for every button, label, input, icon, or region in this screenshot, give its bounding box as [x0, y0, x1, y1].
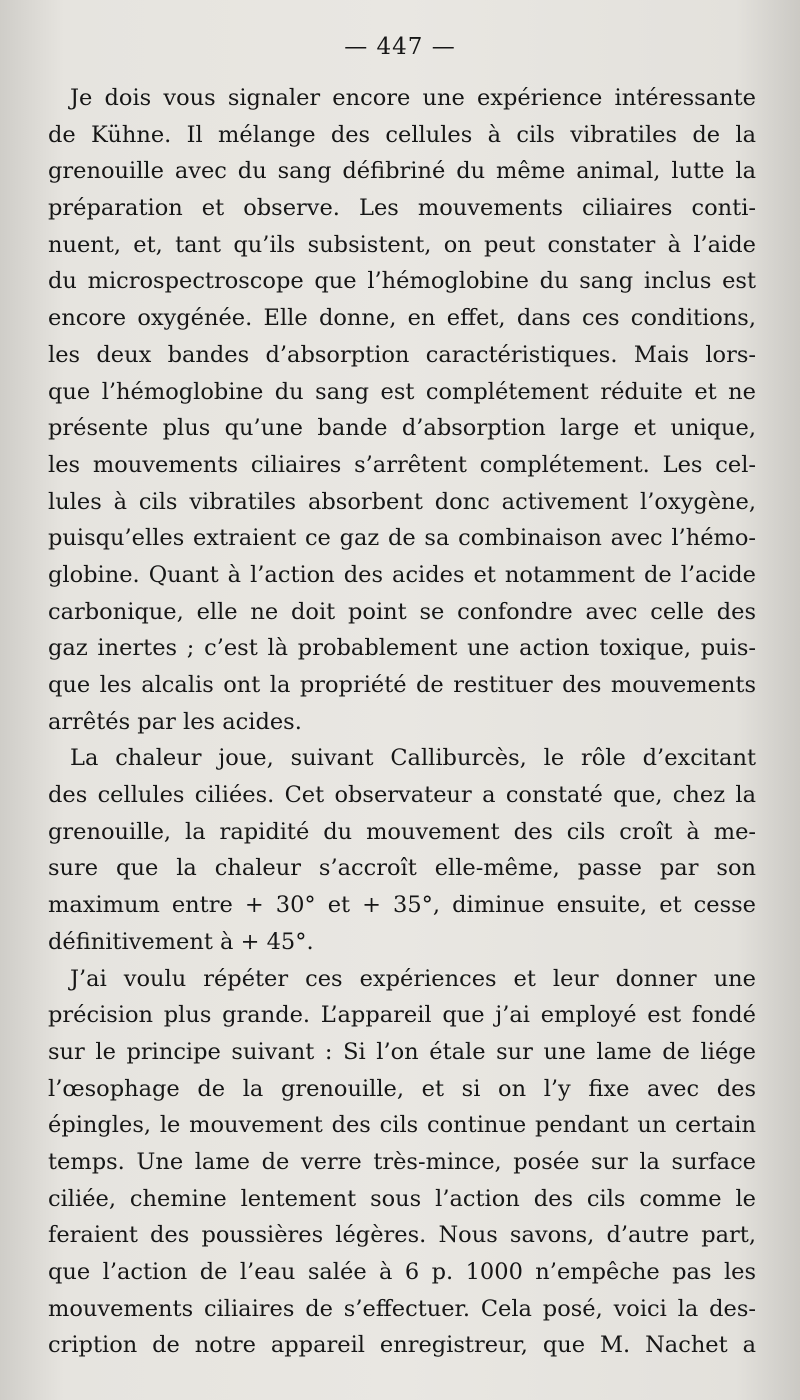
text-line: l’œsophage de la grenouille, et si on l’y fixe avec des — [48, 1075, 756, 1102]
text-line: que les alcalis ont la propriété de restituer des mouvements — [48, 672, 756, 698]
text-line: temps. Une lame de verre très-mince, posée sur la surface — [48, 1148, 756, 1175]
text-line: précision plus grande. L’appareil que j’ai employé est fondé — [48, 1002, 756, 1029]
text-line: épingles, le mouvement des cils continue pendant un certain — [48, 1112, 756, 1139]
text-line: mouvements ciliaires de s’effectuer. Cela posé, voici la des- — [48, 1295, 756, 1322]
text-line: lules à cils vibratiles absorbent donc activement l’oxygène, — [48, 488, 756, 515]
page-number: — 447 — — [344, 34, 456, 60]
text-line: J’ai voulu répéter ces expériences et leur donner une — [70, 965, 756, 992]
text-line: de Kühne. Il mélange des cellules à cils vibratiles de la — [48, 121, 756, 148]
text-line: puisqu’elles extraient ce gaz de sa combinaison avec l’hémo- — [48, 525, 756, 552]
text-line: définitivement à + 45°. — [48, 928, 314, 955]
text-line: La chaleur joue, suivant Calliburcès, le rôle d’excitant — [70, 745, 756, 772]
text-line: des cellules ciliées. Cet observateur a constaté que, chez la — [48, 782, 756, 809]
text-line: sur le principe suivant : Si l’on étale sur une lame de liége — [48, 1038, 756, 1065]
text-line: les deux bandes d’absorption caractéristiques. Mais lors- — [48, 341, 756, 368]
text-line: encore oxygénée. Elle donne, en effet, dans ces conditions, — [48, 305, 756, 332]
text-line: arrêtés par les acides. — [48, 708, 302, 735]
text-line: que l’hémoglobine du sang est complétement réduite et ne — [48, 378, 756, 405]
text-line: préparation et observe. Les mouvements ciliaires conti- — [48, 195, 756, 222]
paragraph-2 — [48, 740, 756, 960]
paragraph-1 — [48, 80, 756, 740]
text-line: sure que la chaleur s’accroît elle-même, passe par son — [48, 855, 756, 882]
text-line: cription de notre appareil enregistreur, que M. Nachet a — [48, 1332, 756, 1359]
text-line: ciliée, chemine lentement sous l’action des cils comme le — [48, 1185, 756, 1212]
text-line: carbonique, elle ne doit point se confondre avec celle des — [48, 598, 756, 625]
body-text — [48, 80, 756, 1364]
text-line: globine. Quant à l’action des acides et notamment de l’acide — [48, 561, 756, 588]
text-line: Je dois vous signaler encore une expérience intéressante — [70, 85, 756, 111]
text-line: que l’action de l’eau salée à 6 p. 1000 n’empêche pas les — [48, 1259, 756, 1285]
text-line: les mouvements ciliaires s’arrêtent complétement. Les cel- — [48, 451, 756, 478]
text-line: grenouille avec du sang défibriné du même animal, lutte la — [48, 158, 756, 185]
paragraph-3 — [48, 961, 756, 1365]
text-line: du microspectroscope que l’hémoglobine du sang inclus est — [48, 268, 756, 295]
text-line: maximum entre + 30° et + 35°, diminue ensuite, et cesse — [48, 892, 756, 919]
text-line: feraient des poussières légères. Nous savons, d’autre part, — [48, 1222, 756, 1249]
text-line: gaz inertes ; c’est là probablement une action toxique, puis- — [48, 635, 756, 662]
text-line: grenouille, la rapidité du mouvement des cils croît à me- — [48, 818, 756, 845]
text-line: nuent, et, tant qu’ils subsistent, on peut constater à l’aide — [48, 231, 756, 258]
text-line: présente plus qu’une bande d’absorption large et unique, — [48, 415, 756, 442]
